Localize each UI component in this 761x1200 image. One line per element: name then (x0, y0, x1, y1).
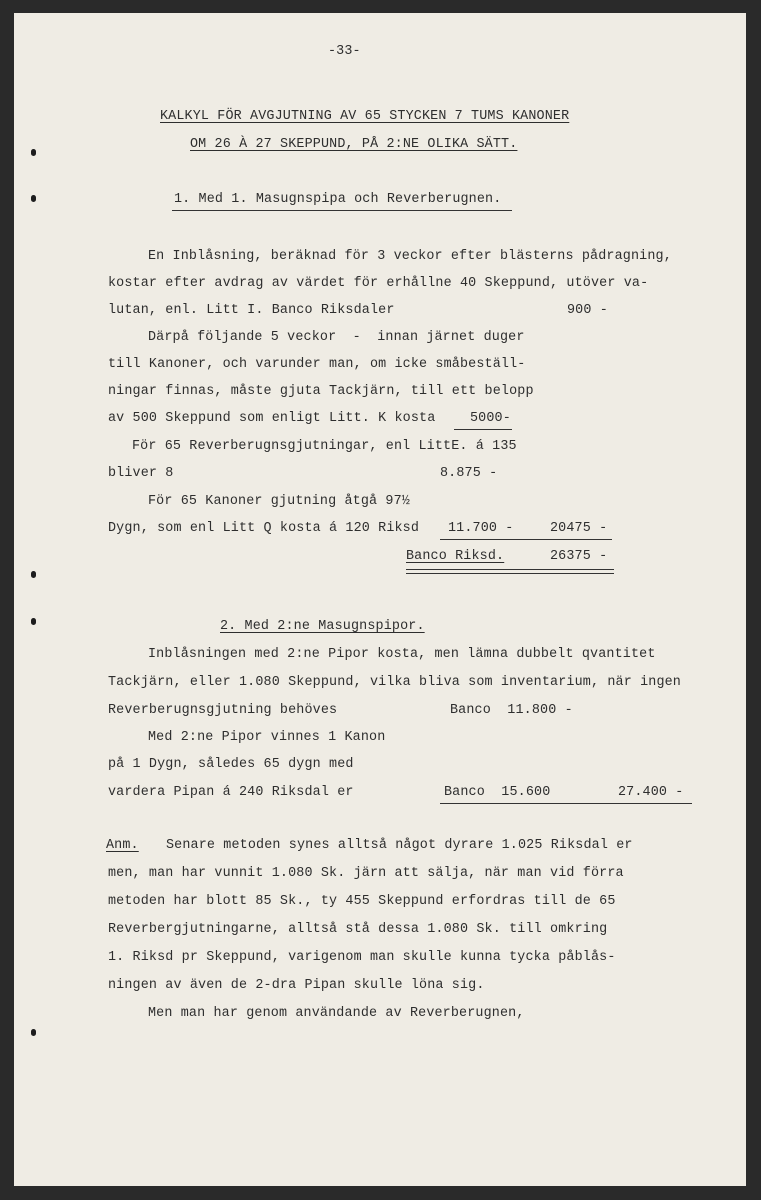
document-title-line1: KALKYL FÖR AVGJUTNING AV 65 STYCKEN 7 TUMS KANONER (160, 109, 570, 124)
section1-p1-line2: kostar efter avdrag av värdet för erhållne 40 Skeppund, utöver va- (108, 276, 649, 291)
section1-p1-line3: lutan, enl. Litt I. Banco Riksdaler (108, 303, 395, 318)
note-line: ningen av även de 2-dra Pipan skulle löna sig. (108, 978, 485, 993)
section2-p1-line2: Tackjärn, eller 1.080 Skeppund, vilka bliva som inventarium, när ingen (108, 675, 681, 690)
page-number: -33- (328, 44, 361, 59)
section1-p3-amount: 8.875 - (440, 466, 498, 481)
section1-p2-line1: Därpå följande 5 veckor - innan järnet duger (148, 330, 525, 345)
note-line: 1. Riksd pr Skeppund, varigenom man skulle kunna tycka påblås- (108, 950, 616, 965)
section1-total-amount: 26375 - (550, 549, 608, 564)
section2-heading: 2. Med 2:ne Masugnspipor. (220, 619, 425, 634)
section2-total-underline (440, 803, 692, 804)
section1-p4-subtotal: 20475 - (550, 521, 608, 536)
section2-p2-line2: på 1 Dygn, således 65 dygn med (108, 757, 354, 772)
section2-p2-line1: Med 2:ne Pipor vinnes 1 Kanon (148, 730, 386, 745)
note-line: men, man har vunnit 1.080 Sk. järn att sälja, när man vid förra (108, 866, 624, 881)
section2-p1-amount: Banco 11.800 - (450, 703, 573, 718)
section1-p2-line2: till Kanoner, och varunder man, om icke småbeställ- (108, 357, 526, 372)
note-last-line: Men man har genom användande av Reverberugnen, (148, 1006, 525, 1021)
section1-p1-amount: 900 - (567, 303, 608, 318)
section1-p3-line2: bliver 8 (108, 466, 174, 481)
note-first-line: Senare metoden synes alltså något dyrare 1.025 Riksdal er (166, 838, 633, 853)
note-label: Anm. (106, 838, 139, 853)
punch-hole (31, 195, 36, 202)
section2-p2-amount: Banco 15.600 (444, 785, 551, 800)
section2-p1-line3: Reverberugnsgjutning behöves (108, 703, 338, 718)
section2-p2-line3: vardera Pipan á 240 Riksdal er (108, 785, 354, 800)
section1-p3-line1: För 65 Reverberugnsgjutningar, enl LittE. á 135 (132, 439, 517, 454)
note-line: metoden har blott 85 Sk., ty 455 Skeppund erfordras till de 65 (108, 894, 616, 909)
section1-p2-line4: av 500 Skeppund som enligt Litt. K kosta (108, 411, 436, 426)
section1-p4-amount: 11.700 - (448, 521, 514, 536)
section1-p2-line3: ningar finnas, måste gjuta Tackjärn, till ett belopp (108, 384, 534, 399)
section1-heading: 1. Med 1. Masugnspipa och Reverberugnen. (174, 192, 502, 207)
section1-subtotal-underline (440, 539, 612, 540)
punch-hole (31, 618, 36, 625)
section1-heading-underline (172, 210, 512, 211)
section1-p1-line1: En Inblåsning, beräknad för 3 veckor efter blästerns pådragning, (148, 249, 672, 264)
section1-p2-amount-underline (454, 429, 512, 430)
punch-hole (31, 571, 36, 578)
document-page (14, 13, 746, 1186)
document-title-line2: OM 26 À 27 SKEPPUND, PÅ 2:NE OLIKA SÄTT. (190, 137, 518, 152)
section2-p1-line1: Inblåsningen med 2:ne Pipor kosta, men lämna dubbelt qvantitet (148, 647, 656, 662)
punch-hole (31, 1029, 36, 1036)
section1-total-label: Banco Riksd. (406, 549, 505, 564)
section1-p4-line2: Dygn, som enl Litt Q kosta á 120 Riksd (108, 521, 420, 536)
section1-total-double-rule (406, 569, 614, 574)
punch-hole (31, 149, 36, 156)
section2-p2-total: 27.400 - (618, 785, 684, 800)
section1-p4-line1: För 65 Kanoner gjutning åtgå 97½ (148, 494, 410, 509)
section1-p2-amount: 5000- (470, 411, 511, 426)
note-line: Reverbergjutningarne, alltså stå dessa 1.080 Sk. till omkring (108, 922, 608, 937)
